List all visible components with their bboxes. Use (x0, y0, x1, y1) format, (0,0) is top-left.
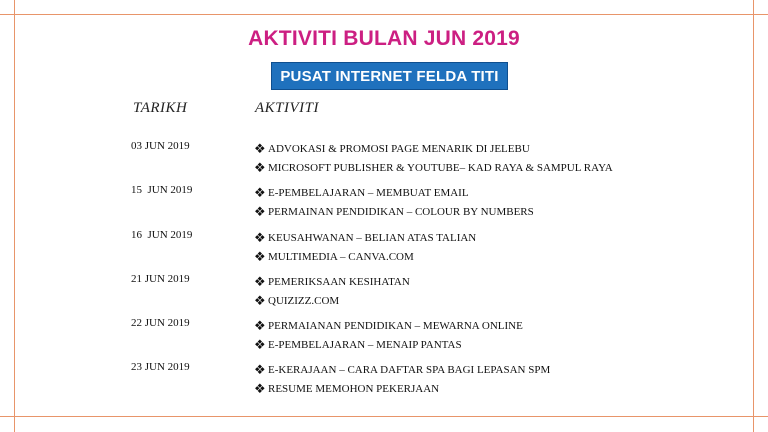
activity-item (254, 139, 734, 159)
activity-item (254, 203, 734, 223)
activity-item (254, 248, 734, 268)
activity-text: MULTIMEDIA – CANVA.COM (268, 251, 414, 264)
entry-date: 15 JUN 2019 (131, 184, 193, 196)
diamond-bullet-icon: ❖ (254, 317, 266, 333)
activity-list (254, 360, 734, 399)
diamond-bullet-icon: ❖ (254, 140, 266, 156)
guide-line-left (14, 0, 15, 432)
activity-text: KEUSAHWANAN – BELIAN ATAS TALIAN (268, 231, 477, 244)
activity-text: PEMERIKSAAN KESIHATAN (268, 275, 410, 288)
activity-text: RESUME MEMOHON PEKERJAAN (268, 383, 440, 396)
activity-item (254, 272, 734, 292)
diamond-bullet-icon: ❖ (254, 361, 266, 377)
column-header-date: TARIKH (133, 100, 188, 116)
activity-list (254, 139, 734, 178)
diamond-bullet-icon: ❖ (254, 184, 266, 200)
activity-list (254, 272, 734, 311)
diamond-bullet-icon: ❖ (254, 273, 266, 289)
activity-list (254, 316, 734, 355)
activity-item (254, 183, 734, 203)
diamond-bullet-icon: ❖ (254, 381, 266, 397)
subtitle-banner (271, 62, 508, 90)
guide-line-right (753, 0, 754, 432)
subtitle-text: PUSAT INTERNET FELDA TITI (280, 67, 499, 85)
activity-text: E-PEMBELAJARAN – MEMBUAT EMAIL (268, 186, 469, 199)
activity-text: E-PEMBELAJARAN – MENAIP PANTAS (268, 339, 462, 352)
activity-text: PERMAINAN PENDIDIKAN – COLOUR BY NUMBERS (268, 206, 534, 219)
diamond-bullet-icon: ❖ (254, 229, 266, 245)
activity-text: PERMAIANAN PENDIDIKAN – MEWARNA ONLINE (268, 319, 523, 332)
activity-item (254, 336, 734, 356)
diamond-bullet-icon: ❖ (254, 160, 266, 176)
entry-date: 22 JUN 2019 (131, 317, 190, 329)
activity-item (254, 292, 734, 312)
activity-text: QUIZIZZ.COM (268, 295, 340, 308)
activity-text: E-KERAJAAN – CARA DAFTAR SPA BAGI LEPASAN SPM (268, 363, 551, 376)
entry-date: 16 JUN 2019 (131, 229, 193, 241)
diamond-bullet-icon: ❖ (254, 249, 266, 265)
activity-list (254, 183, 734, 222)
activity-list (254, 228, 734, 267)
guide-line-bottom (0, 416, 768, 417)
activity-item (254, 360, 734, 380)
activity-item (254, 380, 734, 400)
activity-text: ADVOKASI & PROMOSI PAGE MENARIK DI JELEBU (268, 142, 530, 155)
activity-item (254, 159, 734, 179)
page-title: AKTIVITI BULAN JUN 2019 (248, 27, 520, 50)
entry-date: 21 JUN 2019 (131, 273, 190, 285)
guide-line-top (0, 14, 768, 15)
diamond-bullet-icon: ❖ (254, 204, 266, 220)
entry-date: 03 JUN 2019 (131, 140, 190, 152)
activity-item (254, 316, 734, 336)
entry-date: 23 JUN 2019 (131, 361, 190, 373)
diamond-bullet-icon: ❖ (254, 337, 266, 353)
activity-item (254, 228, 734, 248)
diamond-bullet-icon: ❖ (254, 293, 266, 309)
activity-text: MICROSOFT PUBLISHER & YOUTUBE– KAD RAYA & SAMPUL RAYA (268, 162, 613, 175)
column-header-activity: AKTIVITI (255, 100, 319, 116)
